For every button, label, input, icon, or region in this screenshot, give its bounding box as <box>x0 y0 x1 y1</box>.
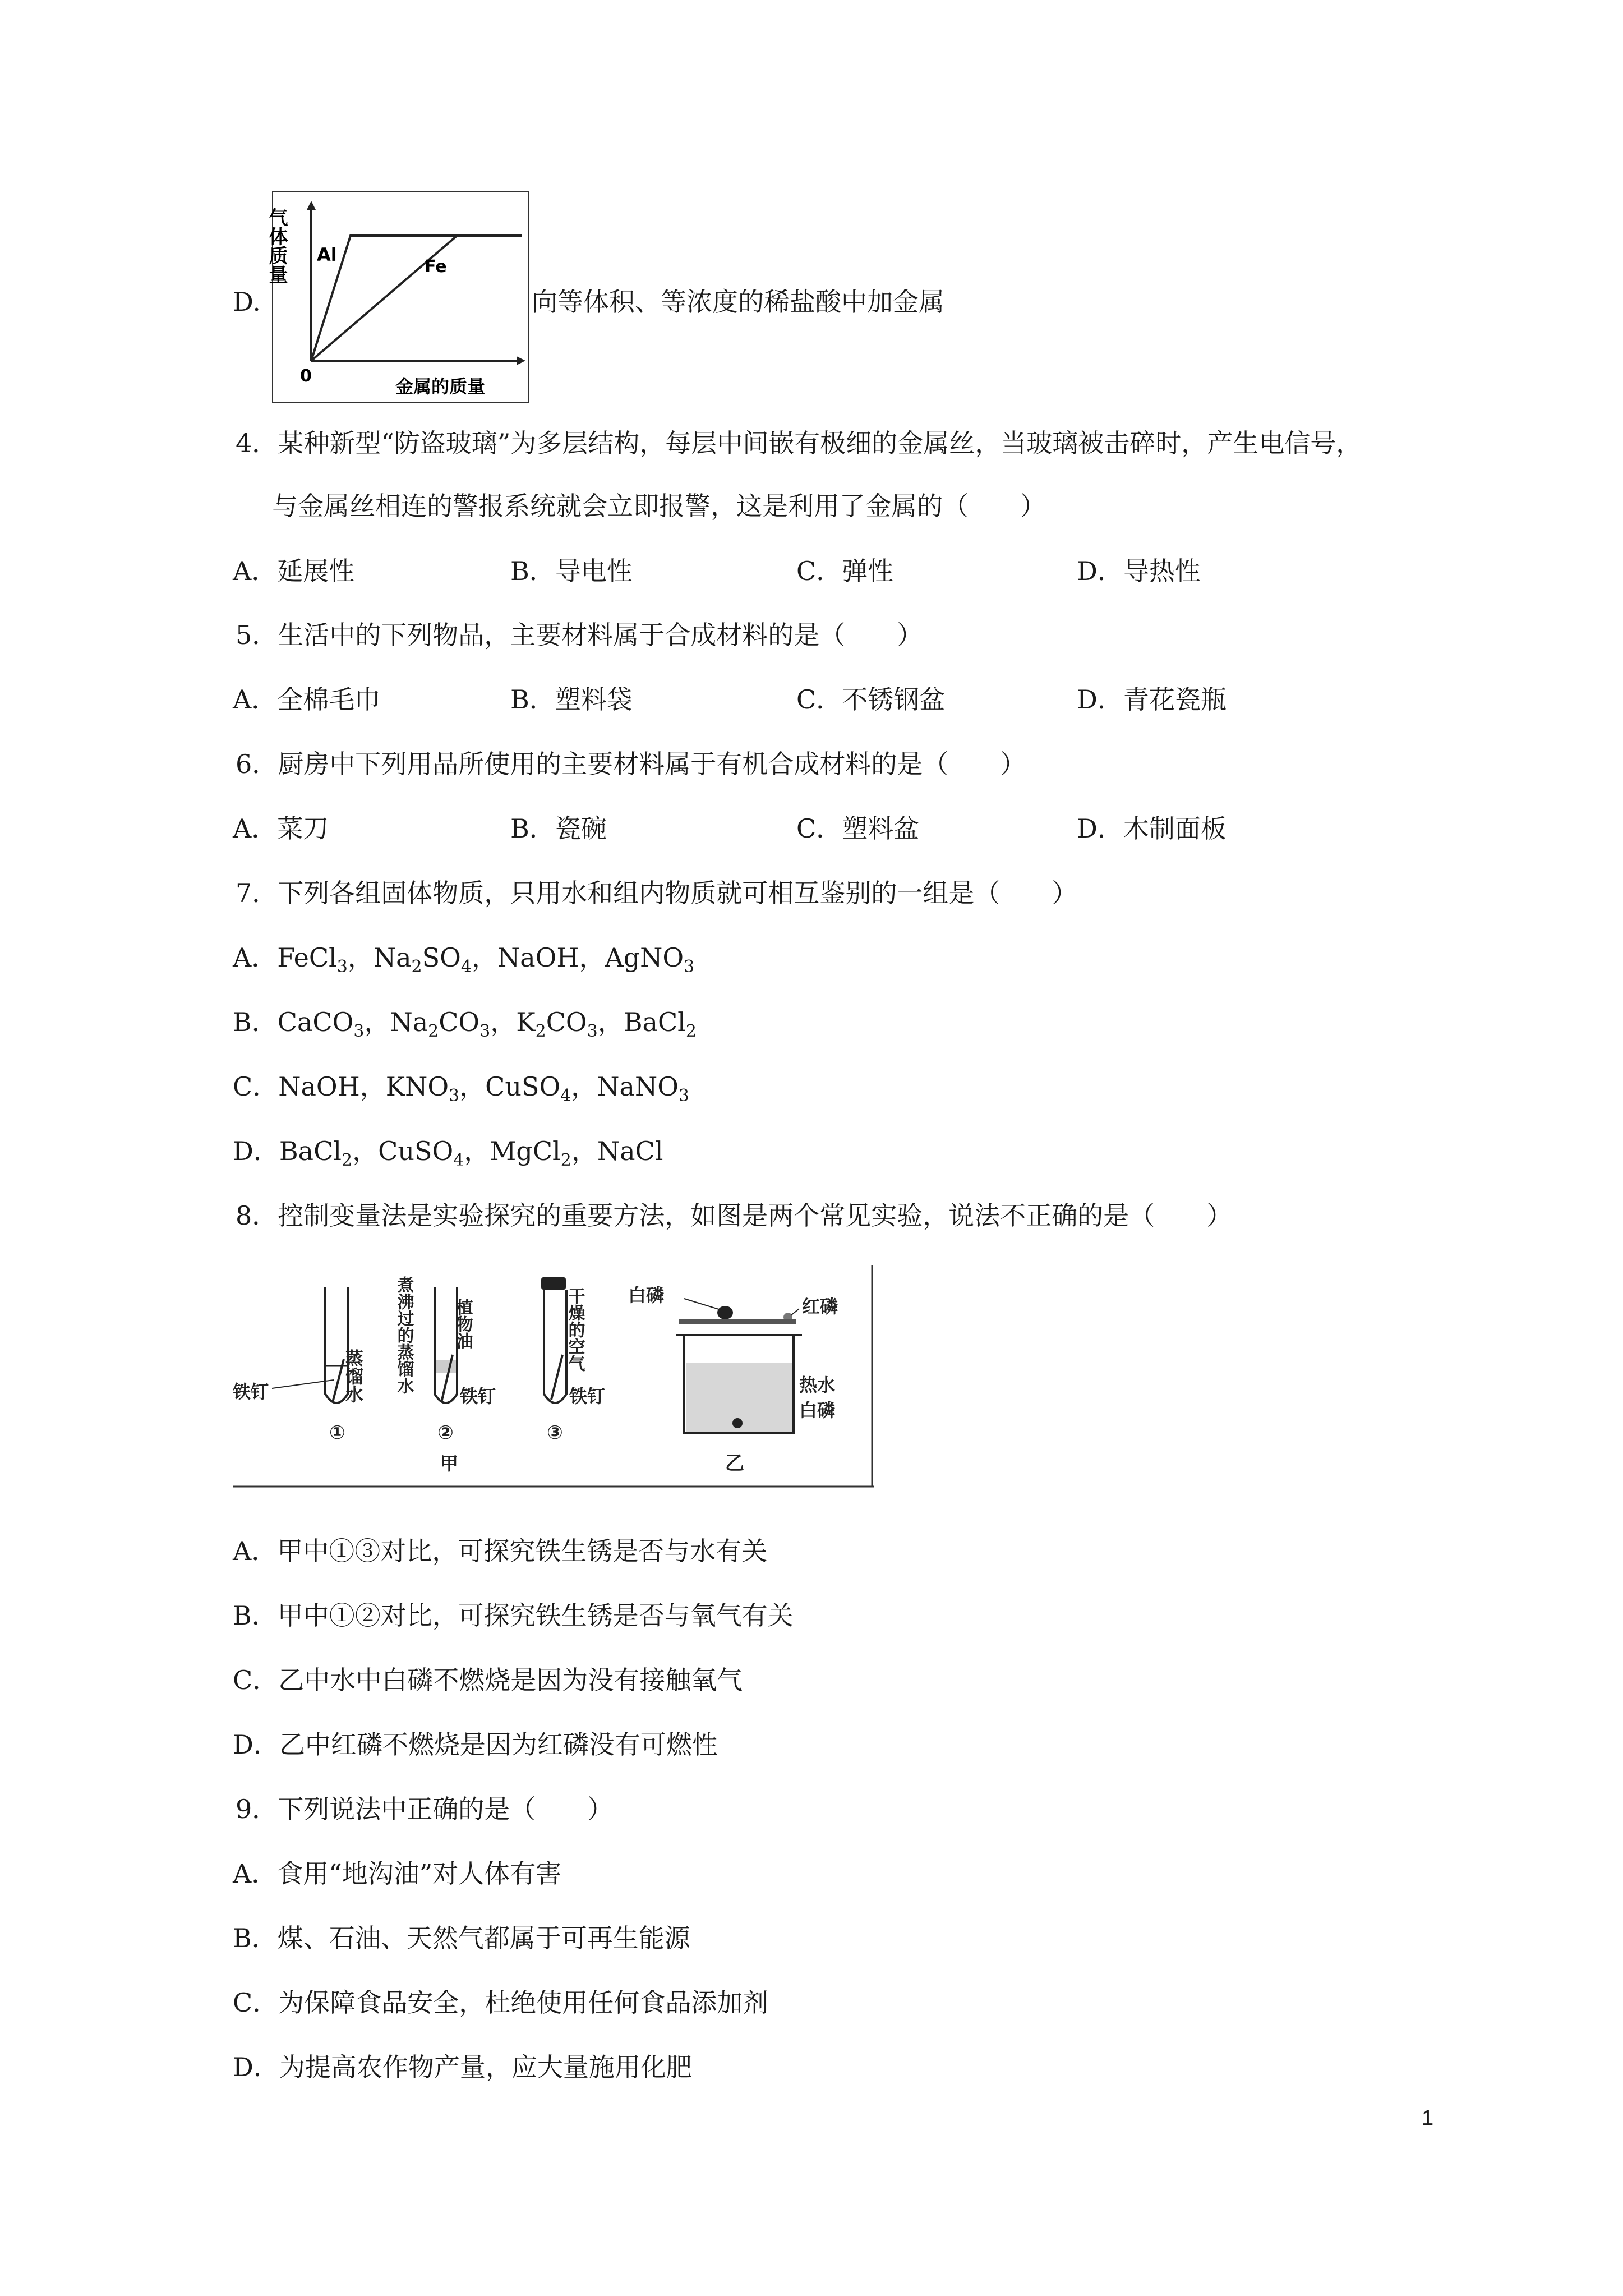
y-axis-label: 气体质量 <box>265 208 288 284</box>
q8-option-b[interactable]: B．甲中①②对比，可探究铁生锈是否与氧气有关 <box>233 1600 794 1631</box>
experiment-figure <box>233 1265 875 1489</box>
white-p-top-label: 白磷 <box>628 1285 665 1306</box>
q7-option-c[interactable]: C．NaOH，$KNO_3$，CuSO$_4$，NaNO$_3$ <box>233 1071 689 1106</box>
white-p-bottom-label: 白磷 <box>799 1400 836 1421</box>
q6-option-a[interactable]: A．菜刀 <box>233 813 329 844</box>
q8-option-c[interactable]: C．乙中水中白磷不燃烧是因为没有接触氧气 <box>233 1665 743 1695</box>
q5-option-c[interactable]: C．不锈钢盆 <box>796 684 946 715</box>
red-p-label: 红磷 <box>802 1296 838 1317</box>
q6-option-b[interactable]: B．瓷碗 <box>510 813 607 844</box>
y-axis-arrow <box>307 201 316 210</box>
q9-option-a[interactable]: A．食用“地沟油”对人体有害 <box>233 1858 562 1889</box>
dry-air-label: 干燥的空气 <box>565 1287 585 1372</box>
q8-option-d[interactable]: D．乙中红磷不燃烧是因为红磷没有可燃性 <box>233 1729 718 1760</box>
iron-nail-label-3: 铁钉 <box>569 1386 606 1407</box>
iron-nail-label-2: 铁钉 <box>460 1386 496 1407</box>
q5-option-d[interactable]: D．青花瓷瓶 <box>1077 684 1227 715</box>
q9-option-c[interactable]: C．为保障食品安全，杜绝使用任何食品添加剂 <box>233 1987 769 2018</box>
q4-option-b[interactable]: B．导电性 <box>510 556 633 586</box>
tube-1-number: ① <box>329 1421 345 1444</box>
q4-stem-line2: 与金属丝相连的警报系统就会立即报警，这是利用了金属的（ ） <box>272 491 1046 521</box>
red-p-pointer <box>791 1309 799 1315</box>
q4-stem-line1: 4．某种新型“防盗玻璃”为多层结构，每层中间嵌有极细的金属丝，当玻璃被击碎时，产生电信号， <box>236 428 1362 458</box>
yi-label: 乙 <box>725 1452 744 1475</box>
tube-3-number: ③ <box>547 1421 563 1444</box>
white-p-pointer <box>684 1299 721 1310</box>
q7-option-d[interactable]: D．BaCl$_2$，CuSO$_4$，MgCl$_2$，NaCl <box>233 1136 663 1170</box>
q6-option-c[interactable]: C．塑料盆 <box>796 813 920 844</box>
nail-3 <box>551 1355 562 1400</box>
q7-option-a[interactable]: A．FeCl$_3$，$Na_2SO_4$，NaOH，AgNO$_3$ <box>233 942 695 977</box>
q3-option-d-label: D. <box>233 287 261 317</box>
page-number: 1 <box>1422 2106 1434 2130</box>
jia-label: 甲 <box>440 1453 459 1474</box>
q5-stem: 5．生活中的下列物品，主要材料属于合成材料的是（ ） <box>236 620 923 650</box>
q8-option-a[interactable]: A．甲中①③对比，可探究铁生锈是否与水有关 <box>233 1536 768 1566</box>
q5-option-a[interactable]: A．全棉毛巾 <box>233 684 381 715</box>
q6-stem: 6．厨房中下列用品所使用的主要材料属于有机合成材料的是（ ） <box>236 749 1026 779</box>
q4-option-a[interactable]: A．延展性 <box>233 556 355 586</box>
hot-water-label: 热水 <box>799 1374 836 1396</box>
fe-label: Fe <box>425 257 447 277</box>
q7-option-b[interactable]: B．CaCO$_3$，$Na_2CO_3$，$K_2CO_3$，BaCl$_2$ <box>233 1007 697 1041</box>
iron-nail-label-1: 铁钉 <box>233 1381 269 1402</box>
q4-option-c[interactable]: C．弹性 <box>796 556 894 586</box>
gas-mass-graph <box>265 191 530 404</box>
q3-option-d-text: 向等体积、等浓度的稀盐酸中加金属 <box>532 287 944 317</box>
q4-option-d[interactable]: D．导热性 <box>1077 556 1201 586</box>
distilled-water-label: 蒸馏水 <box>343 1349 364 1403</box>
origin-label: 0 <box>300 366 312 386</box>
q6-option-d[interactable]: D．木制面板 <box>1077 813 1227 844</box>
stopper-3 <box>541 1277 566 1290</box>
white-p-top <box>717 1306 733 1319</box>
white-p-in-water <box>732 1418 743 1428</box>
x-axis-label: 金属的质量 <box>395 376 486 397</box>
q9-option-d[interactable]: D．为提高农作物产量，应大量施用化肥 <box>233 2052 692 2082</box>
q9-stem: 9．下列说法中正确的是（ ） <box>236 1794 614 1824</box>
q8-stem: 8．控制变量法是实验探究的重要方法，如图是两个常见实验，说法不正确的是（ ） <box>236 1200 1233 1231</box>
oil-layer <box>436 1360 456 1373</box>
q9-option-b[interactable]: B．煤、石油、天然气都属于可再生能源 <box>233 1923 690 1953</box>
q5-option-b[interactable]: B．塑料袋 <box>510 684 633 715</box>
copper-sheet <box>679 1319 796 1324</box>
al-label: Al <box>317 244 337 265</box>
q7-stem: 7．下列各组固体物质，只用水和组内物质就可相互鉴别的一组是（ ） <box>236 878 1078 908</box>
x-axis-arrow <box>517 356 525 365</box>
veg-oil-label: 植物油 <box>453 1299 473 1349</box>
al-curve <box>311 236 522 361</box>
boiled-water-label: 煮沸过的蒸馏水 <box>394 1276 414 1394</box>
tube-2-number: ② <box>437 1421 454 1444</box>
